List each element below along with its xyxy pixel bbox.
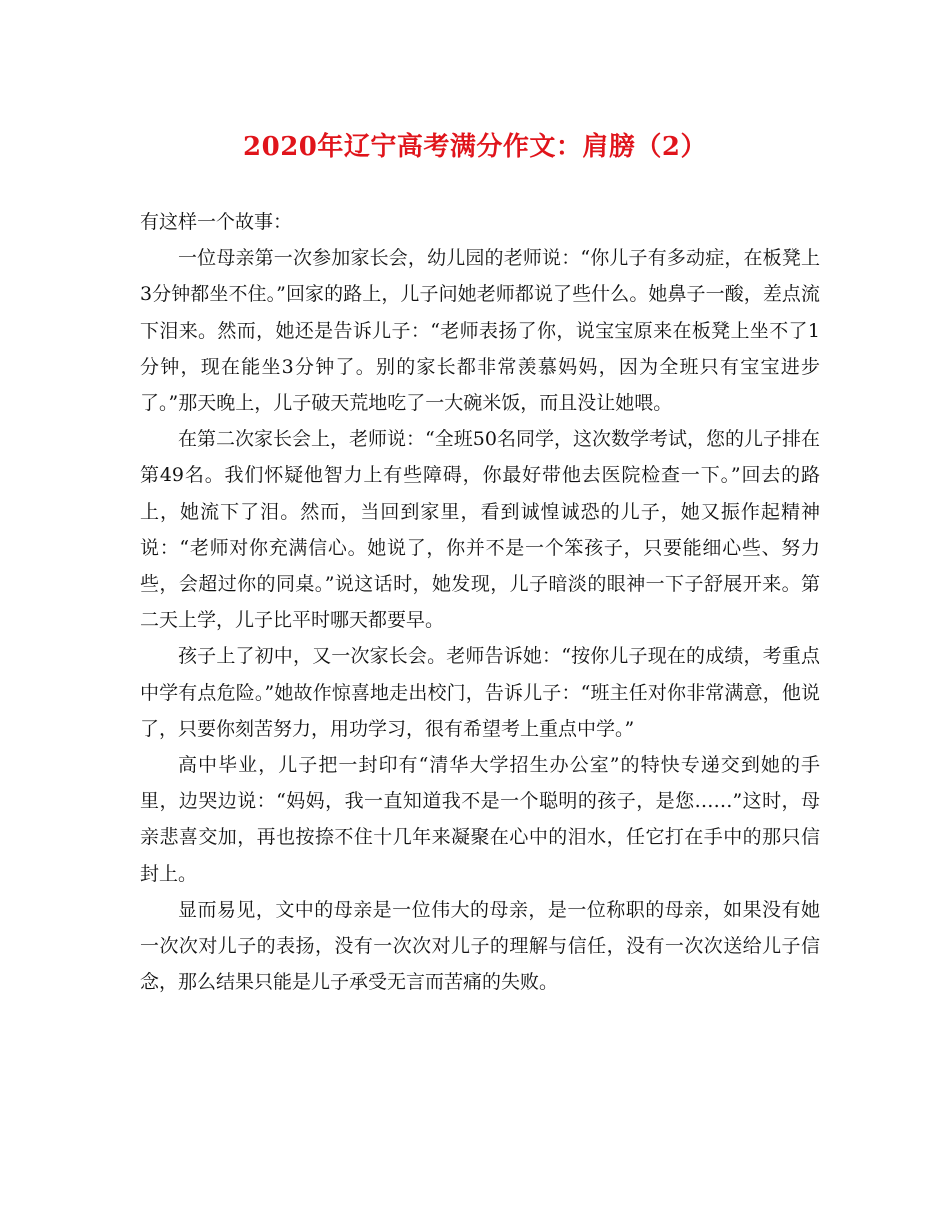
paragraph-4: 高中毕业，儿子把一封印有“清华大学招生办公室”的特快专递交到她的手里，边哭边说：“妈妈，我一直知道我不是一个聪明的孩子，是您……”这时，母亲悲喜交加，再也按捺不住十几年来凝聚在心中的泪水，任它打在手中的那只信封上。	[140, 754, 820, 885]
intro-line: 有这样一个故事：	[140, 211, 293, 233]
paragraph-1: 一位母亲第一次参加家长会，幼儿园的老师说：“你儿子有多动症，在板凳上3分钟都坐不住。”回家的路上，儿子问她老师都说了些什么。她鼻子一酸，差点流下泪来。然而，她还是告诉儿子：“老师表扬了你，说宝宝原来在板凳上坐不了1分钟，现在能坐3分钟了。别的家长都非常羡慕妈妈，因为全班只有宝宝进步了。”那天晚上，儿子破天荒地吃了一大碗米饭，而且没让她喂。	[140, 247, 820, 415]
paragraph-5: 显而易见，文中的母亲是一位伟大的母亲，是一位称职的母亲，如果没有她一次次对儿子的表扬，没有一次次对儿子的理解与信任，没有一次次送给儿子信念，那么结果只能是儿子承受无言而苦痛的失败。	[140, 898, 820, 994]
document-body	[140, 204, 820, 1000]
document-title: 2020年辽宁高考满分作文：肩膀（2）	[243, 132, 707, 162]
paragraph-3: 孩子上了初中，又一次家长会。老师告诉她：“按你儿子现在的成绩，考重点中学有点危险。”她故作惊喜地走出校门，告诉儿子：“班主任对你非常满意，他说了，只要你刻苦努力，用功学习，很有希望考上重点中学。”	[140, 645, 820, 740]
paragraph-2: 在第二次家长会上，老师说：“全班50名同学，这次数学考试，您的儿子排在第49名。我们怀疑他智力上有些障碍，你最好带他去医院检查一下。”回去的路上，她流下了泪。然而，当回到家里，看到诚惶诚恐的儿子，她又振作起精神说：“老师对你充满信心。她说了，你并不是一个笨孩子，只要能细心些、努力些，会超过你的同桌。”说这话时，她发现，儿子暗淡的眼神一下子舒展开来。第二天上学，儿子比平时哪天都要早。	[140, 428, 820, 632]
